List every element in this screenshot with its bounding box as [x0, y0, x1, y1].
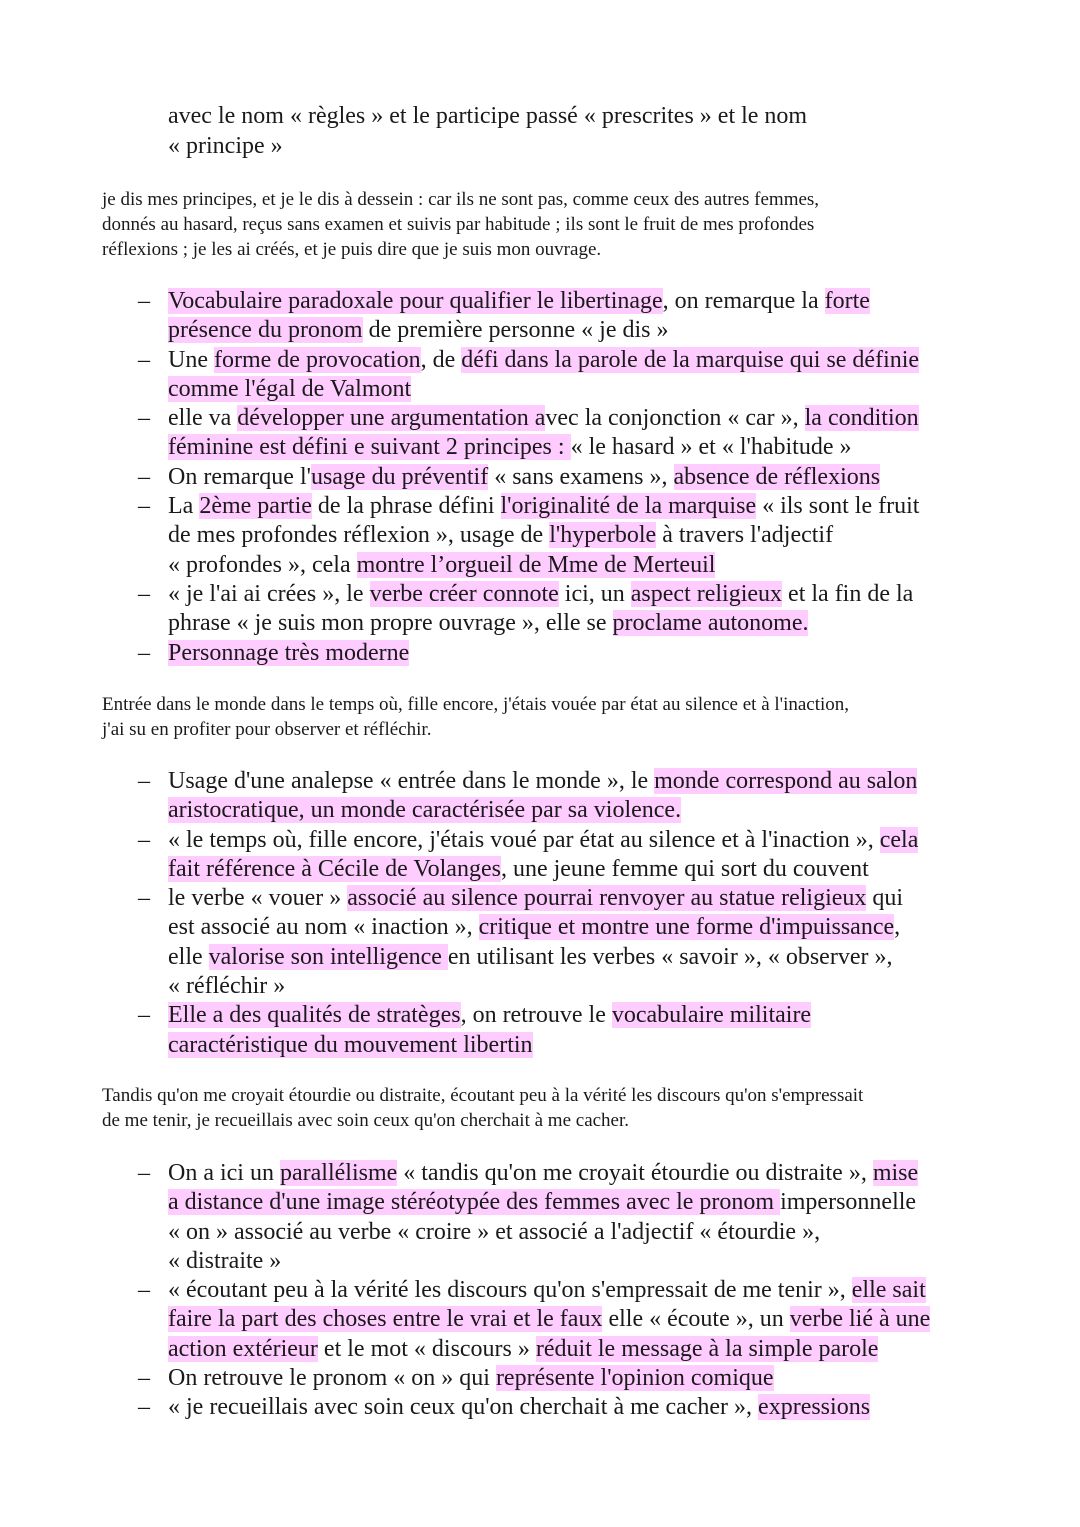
bullet-item: [168, 1276, 998, 1364]
bullet-text: le verbe « vouer »: [168, 885, 348, 912]
highlighted-text: aspect religieux: [630, 580, 783, 607]
highlighted-text: a distance d'une image stéréotypée des femmes avec le pronom: [168, 1189, 781, 1216]
bullet-text: « ils sont le fruit: [756, 493, 920, 520]
bullet-item: [168, 1001, 998, 1060]
highlighted-text: cela: [879, 826, 919, 853]
bullet-item: [168, 1364, 998, 1393]
quote-line: réflexions ; je les ai créés, et je puis dire que je suis mon ouvrage.: [102, 239, 602, 260]
quote-line: donnés au hasard, reçus sans examen et suivis par habitude ; ils sont le fruit de mes profondes: [102, 214, 815, 235]
bullet-text: impersonnelle: [780, 1189, 917, 1216]
bullet-text: On remarque l': [168, 463, 311, 490]
bullet-text: ici, un: [558, 580, 631, 607]
bullet-text: elle va: [168, 405, 238, 432]
bullet-text: qui: [866, 885, 904, 912]
bullet-item: [168, 767, 998, 826]
bullet-text: « profondes », cela: [168, 551, 357, 578]
bullet-item: [168, 884, 998, 1001]
highlighted-text: absence de réflexions: [673, 463, 881, 490]
highlighted-text: l'originalité de la marquise: [500, 493, 757, 520]
highlighted-text: défi dans la parole de la marquise qui se définie: [461, 346, 920, 373]
quote-line: Tandis qu'on me croyait étourdie ou distraite, écoutant peu à la vérité les discours qu'on s'empressait: [102, 1085, 864, 1106]
quote-block-3: [102, 1083, 1002, 1133]
highlighted-text: expressions: [758, 1394, 871, 1421]
highlighted-text: représente l'opinion comique: [495, 1365, 774, 1392]
highlighted-text: verbe créer connote: [369, 580, 559, 607]
highlighted-text: la condition: [804, 405, 919, 432]
bullet-text: , on remarque la: [662, 288, 825, 314]
highlighted-text: vocabulaire militaire: [611, 1002, 812, 1029]
quote-block-2: [102, 692, 1002, 742]
highlighted-text: forte: [824, 288, 870, 314]
bullet-item: [168, 463, 998, 492]
highlighted-text: fait référence à Cécile de Volanges: [168, 855, 501, 882]
highlighted-text: montre l’orgueil de Mme de Merteuil: [356, 551, 716, 578]
intro-line: avec le nom « règles » et le participe passé « prescrites » et le nom: [168, 103, 808, 129]
bullet-text: « tandis qu'on me croyait étourdie ou distraite »,: [397, 1160, 873, 1186]
highlighted-text: réduit le message à la simple parole: [535, 1335, 879, 1362]
quote-line: de me tenir, je recueillais avec soin ceux qu'on cherchait à me cacher.: [102, 1110, 630, 1131]
bullet-text: On a ici un: [168, 1160, 280, 1186]
bullet-text: et le mot « discours »: [317, 1335, 536, 1362]
quote-line: Entrée dans le monde dans le temps où, fille encore, j'étais vouée par état au silence et à l'inaction,: [102, 694, 850, 715]
bullet-item: [168, 1393, 998, 1422]
bullet-text: , de: [420, 346, 462, 373]
bullet-text: « je l'ai ai crées », le: [168, 580, 370, 607]
bullet-text: « je recueillais avec soin ceux qu'on cherchait à me cacher »,: [168, 1394, 759, 1421]
highlighted-text: Elle a des qualités de stratèges: [168, 1002, 461, 1029]
bullet-list-2: [168, 767, 998, 1060]
bullet-text: « réfléchir »: [168, 973, 286, 1000]
bullet-list-1: [168, 287, 998, 668]
bullet-item: [168, 404, 998, 463]
intro-line: « principe »: [168, 132, 283, 159]
highlighted-text: elle sait: [851, 1277, 926, 1304]
highlighted-text: comme l'égal de Valmont: [168, 375, 412, 402]
bullet-text: elle: [168, 943, 209, 970]
highlighted-text: valorise son intelligence: [208, 943, 448, 970]
highlighted-text: proclame autonome.: [612, 610, 809, 637]
bullet-text: et la fin de la: [782, 580, 914, 607]
highlighted-text: faire la part des choses entre le vrai et le faux: [168, 1306, 603, 1333]
bullet-text: « écoutant peu à la vérité les discours qu'on s'empressait de me tenir »,: [168, 1277, 852, 1304]
highlighted-text: l'hyperbole: [549, 522, 657, 549]
bullet-text: de mes profondes réflexion », usage de: [168, 522, 550, 549]
bullet-item: [168, 1159, 998, 1276]
bullet-text: phrase « je suis mon propre ouvrage », elle se: [168, 610, 613, 637]
bullet-text: La: [168, 493, 200, 520]
bullet-text: « distraite »: [168, 1247, 282, 1274]
highlighted-text: aristocratique, un monde caractérisée par sa violence.: [168, 797, 682, 824]
highlighted-text: caractéristique du mouvement libertin: [168, 1031, 533, 1058]
highlighted-text: présence du pronom: [168, 317, 363, 344]
highlighted-text: verbe lié à une: [789, 1306, 931, 1333]
quote-line: je dis mes principes, et je le dis à dessein : car ils ne sont pas, comme ceux des autres femmes,: [102, 189, 820, 210]
bullet-text: On retrouve le pronom « on » qui: [168, 1365, 496, 1392]
bullet-text: « on » associé au verbe « croire » et associé a l'adjectif « étourdie »,: [168, 1218, 821, 1245]
bullet-text: « sans examens »,: [488, 463, 674, 490]
highlighted-text: développer une argumentation a: [237, 405, 546, 432]
highlighted-text: féminine est défini e suivant 2 principes :: [168, 434, 571, 461]
quote-line: j'ai su en profiter pour observer et réfléchir.: [102, 719, 432, 740]
bullet-item: [168, 492, 998, 580]
highlighted-text: action extérieur: [168, 1335, 318, 1362]
bullet-item: [168, 580, 998, 639]
highlighted-text: critique et montre une forme d'impuissance: [478, 914, 895, 941]
bullet-text: vec la conjonction « car »,: [545, 405, 805, 432]
highlighted-text: 2ème partie: [199, 493, 312, 520]
bullet-item: [168, 639, 998, 668]
highlighted-text: usage du préventif: [310, 463, 489, 490]
quote-block-1: [102, 187, 1002, 262]
highlighted-text: mise: [872, 1160, 919, 1186]
bullet-text: de première personne « je dis »: [362, 317, 669, 344]
highlighted-text: Personnage très moderne: [168, 639, 410, 666]
bullet-text: de la phrase défini: [311, 493, 501, 520]
bullet-list-3: [168, 1159, 998, 1423]
bullet-text: ,: [894, 914, 901, 941]
highlighted-text: associé au silence pourrai renvoyer au statue religieux: [347, 885, 867, 912]
bullet-text: en utilisant les verbes « savoir », « observer »,: [447, 943, 893, 970]
highlighted-text: monde correspond au salon: [654, 768, 918, 794]
bullet-text: , une jeune femme qui sort du couvent: [500, 855, 869, 882]
highlighted-text: Vocabulaire paradoxale pour qualifier le libertinage: [168, 288, 663, 314]
bullet-text: Usage d'une analepse « entrée dans le monde », le: [168, 768, 655, 794]
bullet-text: Une: [168, 346, 214, 373]
bullet-item: [168, 346, 998, 405]
bullet-item: [168, 287, 998, 346]
bullet-text: « le temps où, fille encore, j'étais voué par état au silence et à l'inaction »,: [168, 826, 880, 853]
bullet-text: , on retrouve le: [460, 1002, 612, 1029]
highlighted-text: parallélisme: [279, 1160, 398, 1186]
bullet-text: est associé au nom « inaction »,: [168, 914, 479, 941]
highlighted-text: forme de provocation: [213, 346, 421, 373]
bullet-text: à travers l'adjectif: [656, 522, 834, 549]
bullet-text: « le hasard » et « l'habitude »: [570, 434, 852, 461]
intro-text: [168, 102, 807, 161]
bullet-item: [168, 826, 998, 885]
bullet-text: elle « écoute », un: [602, 1306, 790, 1333]
